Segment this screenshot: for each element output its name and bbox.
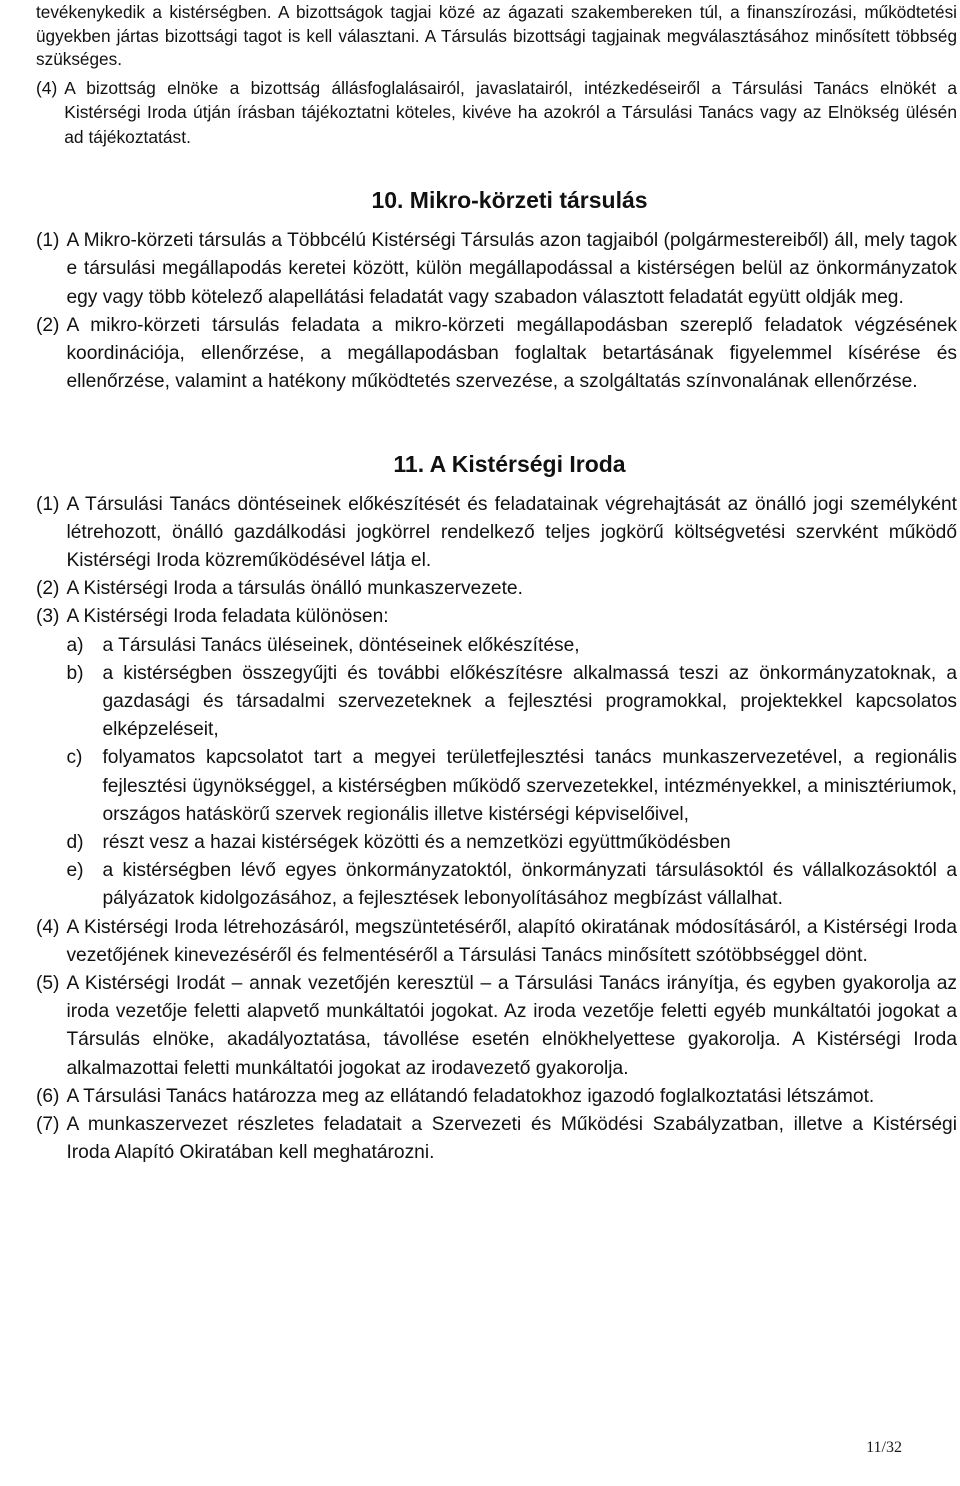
list-item-text: a kistérségben lévő egyes önkormányzatoktól, önkormányzati társulásoktól és vállalkozásoktól a pályázatok kidolgozásához, a fejlesztések lebonyolításához megbízást vállalhat.	[102, 860, 957, 910]
paragraph-number: (2)	[36, 314, 60, 336]
list-item-letter: c)	[66, 747, 83, 769]
task-list	[36, 632, 957, 914]
paragraph-number: (3)	[36, 606, 60, 628]
paragraph-4	[36, 76, 957, 150]
page-number: 11/32	[866, 1439, 902, 1456]
paragraph-number: (1)	[36, 230, 60, 252]
section-11-paragraph-2	[36, 575, 957, 603]
list-item-letter: d)	[66, 831, 84, 853]
list-item-text: részt vesz a hazai kistérségek közötti és a nemzetközi együttműködésben	[102, 831, 731, 853]
list-item	[36, 829, 957, 857]
section-11-paragraph-7	[36, 1111, 957, 1167]
paragraph-text: A Társulási Tanács döntéseinek előkészítését és feladatainak végrehajtását az önálló jogi személyként létrehozott, önálló gazdálkodási jogkörrel rendelkező teljes jogkörű költségvetési szervként működő Kistérségi Iroda közreműködésével látja el.	[66, 493, 957, 571]
list-item	[36, 660, 957, 745]
paragraph-number: (5)	[36, 972, 60, 994]
paragraph-text: A Kistérségi Iroda feladata különösen:	[66, 606, 389, 628]
paragraph-text: A bizottság elnöke a bizottság állásfoglalásairól, javaslatairól, intézkedéseiről a Társulási Tanács elnökét a Kistérségi Iroda útján írásban tájékoztatni köteles, kivéve ha azokról a Társulási Tanács vagy az Elnökség ülésén ad tájékoztatást.	[64, 77, 957, 147]
list-item	[36, 632, 957, 660]
section-11-paragraph-6	[36, 1083, 957, 1111]
list-item-letter: b)	[66, 662, 84, 684]
list-item-letter: a)	[66, 634, 84, 656]
section-10-paragraph-2	[36, 312, 957, 397]
paragraph-text: A Kistérségi Iroda létrehozásáról, megszüntetéséről, alapító okiratának módosításáról, a Kistérségi Iroda vezetőjének kinevezéséről és felmentéséről a Társulási Tanács minősített szótöbbséggel dönt.	[66, 916, 957, 966]
document-body	[36, 1, 957, 1167]
paragraph-text: A Kistérségi Iroda a társulás önálló munkaszervezete.	[66, 578, 523, 600]
paragraph-text: A Kistérségi Irodát – annak vezetőjén keresztül – a Társulási Tanács irányítja, és egyben gyakorolja az iroda vezetője feletti alapvető munkáltatói jogokat. Az iroda vezetője feletti egyéb munkáltatói jogokat a Társulás elnöke, akadályoztatása, távollése esetén elnökhelyettese gyakorolja. A Kistérségi Iroda alkalmazottai feletti munkáltatói jogokat az irodavezető gyakorolja.	[66, 972, 957, 1079]
section-11-paragraph-3	[36, 603, 957, 631]
section-11-paragraph-1	[36, 491, 957, 576]
list-item-text: a Társulási Tanács üléseinek, döntéseinek előkészítése,	[102, 634, 580, 656]
paragraph-text: A Társulási Tanács határozza meg az ellátandó feladatokhoz igazodó foglalkoztatási létszámot.	[66, 1085, 875, 1107]
paragraph-number: (4)	[36, 77, 58, 98]
paragraph-number: (6)	[36, 1085, 60, 1107]
paragraph-text: A munkaszervezet részletes feladatait a Szervezeti és Működési Szabályzatban, illetve a Kistérségi Iroda Alapító Okiratában kell meghatározni.	[66, 1113, 957, 1164]
list-item-text: folyamatos kapcsolatot tart a megyei területfejlesztési tanács munkaszervezetével, a regionális fejlesztési ügynökséggel, a kistérségben működő szervezetekkel, intézményekkel, a minisztériumok, országos hatáskörű szervek regionális illetve kistérségi képviselőivel,	[102, 747, 957, 825]
paragraph-number: (4)	[36, 916, 60, 938]
section-11-paragraph-4	[36, 914, 957, 970]
list-item-text: a kistérségben összegyűjti és további előkészítésre alkalmassá teszi az önkormányzatoknak, a gazdasági és társadalmi szervezeteknek a fejlesztési programokkal, projektekkel kapcsolatos elképzeléseit,	[102, 662, 957, 741]
paragraph-number: (7)	[36, 1113, 60, 1135]
paragraph-number: (2)	[36, 578, 60, 600]
intro-paragraph: tevékenykedik a kistérségben. A bizottságok tagjai közé az ágazati szakembereken túl, a finanszírozási, működtetési ügyekben jártas bizottsági tagot is kell választani. A Társulás bizottsági tagjainak megválasztásához minősített többség szükséges.	[36, 2, 957, 70]
list-item	[36, 857, 957, 913]
section-11-heading: 11. A Kistérségi Iroda	[393, 450, 626, 477]
section-10-heading: 10. Mikro-körzeti társulás	[371, 187, 648, 214]
paragraph-text: A Mikro-körzeti társulás a Többcélú Kistérségi Társulás azon tagjaiból (polgármestereiből) áll, mely tagok e társulási megállapodás keretei között, külön megállapodással a kistérségen belül az önkormányzatok egy vagy több kötelező alapellátási feladatát vagy szabadon választott feladatát együtt oldják meg.	[66, 230, 957, 308]
paragraph-number: (1)	[36, 493, 60, 515]
list-item	[36, 744, 957, 829]
list-item-letter: e)	[66, 860, 84, 882]
section-11-paragraph-5	[36, 970, 957, 1083]
paragraph-text: A mikro-körzeti társulás feladata a mikro-körzeti megállapodásban szereplő feladatok végzésének koordinációja, ellenőrzése, a megállapodásban foglaltak betartásának figyelemmel kísérése és ellenőrzése, valamint a hatékony működtetés szervezése, a szolgáltatás színvonalának ellenőrzése.	[66, 314, 957, 393]
section-10-paragraph-1	[36, 227, 957, 312]
